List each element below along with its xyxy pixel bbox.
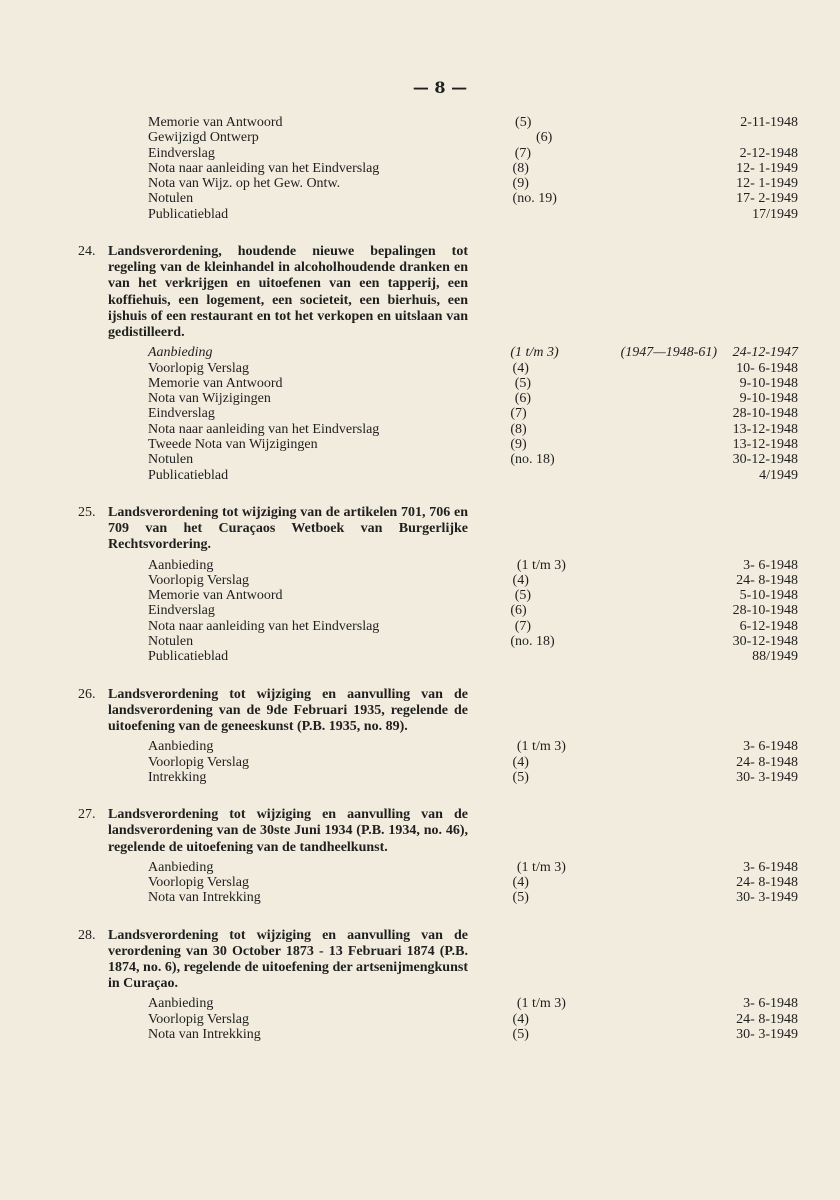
record-number: (4) (512, 572, 529, 588)
record-row (78, 770, 798, 785)
record-row (78, 649, 798, 664)
record-label: Voorlopig Verslag (148, 875, 249, 891)
record-label: Voorlopig Verslag (148, 360, 249, 376)
record-date: 24-12-1947 (732, 345, 798, 361)
page-number: — 8 — (412, 78, 468, 97)
record-number: (5) (512, 1027, 529, 1043)
entry-title: Landsverordening tot wijziging en aanvulling van de landsverordening van de 9de Februari 1935, regelende de uitoefening van de geneeskunst (P.B. 1935, no. 89). (108, 686, 468, 735)
record-date: 5-10-1948 (739, 588, 798, 604)
entry-number: 28. (78, 927, 96, 943)
record-label: Eindverslag (148, 406, 215, 422)
record-number: (7) (514, 145, 532, 161)
entry-records (78, 739, 798, 785)
record-row (78, 207, 798, 222)
record-row (78, 176, 798, 191)
entries-list (78, 244, 798, 1042)
record-number: (5) (512, 890, 529, 906)
record-number: (5) (514, 375, 532, 391)
entry-title: Landsverordening tot wijziging en aanvulling van de verordening van 30 October 1873 - 13 Februari 1874 (P.B. 1874, no. 6), regelende de uitoefening der artsenijmengkunst in Curaçao. (108, 927, 468, 992)
record-date: 4/1949 (759, 467, 798, 483)
record-number: (7) (514, 618, 532, 634)
record-label: Nota van Wijzigingen (148, 391, 271, 407)
entry-number: 26. (78, 686, 96, 702)
record-number: (no. 19) (512, 191, 557, 207)
record-label: Eindverslag (148, 145, 215, 161)
record-row (78, 161, 798, 176)
record-date: 17/1949 (752, 206, 798, 222)
record-label: Aanbieding (148, 345, 213, 361)
record-label: Tweede Nota van Wijzigingen (148, 437, 318, 453)
record-label: Nota naar aanleiding van het Eindverslag (148, 160, 380, 176)
record-date: 24- 8-1948 (736, 754, 798, 770)
record-date: 12- 1-1949 (736, 160, 798, 176)
record-label: Aanbieding (148, 739, 214, 755)
continuation-block (78, 115, 798, 222)
record-row (78, 634, 798, 649)
record-row (78, 755, 798, 770)
entry-title: Landsverordening tot wijziging van de artikelen 701, 706 en 709 van het Curaçaos Wetboek van Burgerlijke Rechtsvordering. (108, 504, 468, 553)
record-row (78, 875, 798, 890)
record-number: (4) (512, 754, 529, 770)
record-row (78, 1027, 798, 1042)
record-label: Aanbieding (148, 996, 214, 1012)
entry-heading (78, 505, 798, 554)
record-label: Nota naar aanleiding van het Eindverslag (148, 618, 380, 634)
entry-number: 27. (78, 807, 96, 823)
record-date: 30-12-1948 (732, 634, 798, 650)
record-row (78, 588, 798, 603)
record-number: (1 t/m 3) (510, 345, 559, 361)
record-label: Voorlopig Verslag (148, 754, 249, 770)
record-date: 9-10-1948 (739, 391, 798, 407)
record-label: Notulen (148, 634, 194, 650)
record-date: 12- 1-1949 (736, 176, 798, 192)
record-date: 24- 8-1948 (736, 875, 798, 891)
ordinance-entry (78, 505, 798, 665)
content (78, 115, 798, 1042)
record-row (78, 146, 798, 161)
record-row (78, 130, 798, 145)
record-row (78, 406, 798, 421)
record-label: Voorlopig Verslag (148, 1011, 249, 1027)
record-date: 2-11-1948 (740, 115, 798, 130)
record-row (78, 376, 798, 391)
entry-number: 25. (78, 504, 96, 520)
record-label: Memorie van Antwoord (148, 375, 283, 391)
record-number: (1 t/m 3) (516, 739, 566, 755)
record-date: 2-12-1948 (739, 145, 798, 161)
record-date: 30- 3-1949 (736, 769, 798, 785)
record-row (78, 1012, 798, 1027)
record-date: 28-10-1948 (732, 603, 798, 619)
ordinance-entry (78, 807, 798, 906)
entry-records (78, 345, 798, 483)
record-label: Publicatieblad (148, 206, 229, 222)
record-number: (5) (512, 769, 529, 785)
record-row (78, 573, 798, 588)
ordinance-entry (78, 687, 798, 786)
record-number: (7) (510, 406, 527, 422)
record-label: Notulen (148, 452, 194, 468)
record-date: 88/1949 (752, 649, 798, 665)
record-row (78, 422, 798, 437)
record-date: 3- 6-1948 (743, 557, 798, 573)
record-row (78, 361, 798, 376)
record-row (78, 890, 798, 905)
record-label: Nota van Intrekking (148, 890, 261, 906)
record-number: (8) (510, 421, 527, 437)
entry-records (78, 860, 798, 906)
record-date: 24- 8-1948 (736, 572, 798, 588)
record-label: Intrekking (148, 769, 207, 785)
record-date: 9-10-1948 (739, 375, 798, 391)
entry-heading (78, 244, 798, 341)
record-number: (9) (512, 176, 529, 192)
record-number: (8) (512, 160, 529, 176)
ordinance-entry (78, 244, 798, 483)
record-date: 6-12-1948 (739, 618, 798, 634)
record-number: (4) (512, 875, 529, 891)
record-number: (5) (514, 588, 532, 604)
record-date: 13-12-1948 (732, 421, 798, 437)
record-row (78, 739, 798, 754)
record-date: 3- 6-1948 (743, 859, 798, 875)
record-label: Publicatieblad (148, 649, 229, 665)
record-label: Nota van Intrekking (148, 1027, 261, 1043)
record-label: Memorie van Antwoord (148, 115, 283, 130)
record-label: Memorie van Antwoord (148, 588, 283, 604)
record-number: (1 t/m 3) (516, 557, 566, 573)
record-session: (1947—1948-61) (620, 345, 718, 361)
entry-number: 24. (78, 244, 96, 260)
record-row (78, 115, 798, 130)
record-date: 10- 6-1948 (736, 360, 798, 376)
record-number: (1 t/m 3) (516, 996, 566, 1012)
record-date: 3- 6-1948 (743, 996, 798, 1012)
entry-heading (78, 687, 798, 736)
record-label: Gewijzigd Ontwerp (148, 130, 259, 146)
entry-title: Landsverordening tot wijziging en aanvulling van de landsverordening van de 30ste Juni 1934 (P.B. 1934, no. 46), regelende de uitoefening van de tandheelkunst. (108, 807, 468, 855)
record-date: 30-12-1948 (732, 452, 798, 468)
record-row (78, 452, 798, 467)
record-row (78, 191, 798, 206)
record-label: Nota naar aanleiding van het Eindverslag (148, 421, 380, 437)
record-date: 17- 2-1949 (736, 191, 798, 207)
record-row (78, 860, 798, 875)
record-date: 30- 3-1949 (736, 890, 798, 906)
record-row (78, 603, 798, 618)
entry-heading (78, 928, 798, 993)
record-label: Voorlopig Verslag (148, 572, 249, 588)
record-label: Nota van Wijz. op het Gew. Ontw. (148, 176, 341, 192)
record-label: Aanbieding (148, 557, 214, 573)
record-row (78, 437, 798, 452)
record-label: Publicatieblad (148, 467, 229, 483)
record-row (78, 619, 798, 634)
record-number: (4) (512, 1011, 529, 1027)
record-number: (no. 18) (510, 452, 555, 468)
entry-records (78, 996, 798, 1042)
record-label: Notulen (148, 191, 194, 207)
entry-title: Landsverordening, houdende nieuwe bepalingen tot regeling van de kleinhandel in alcoholhoudende dranken en van het verkrijgen en uitoefenen van een tapperij, een koffiehuis, een logement, een societeit, een bierhuis, een ijshuis of een restaurant en tot het verkopen en uitslaan van gedistilleerd. (108, 244, 468, 341)
entry-heading (78, 807, 798, 856)
record-number: (6) (536, 130, 553, 146)
record-date: 28-10-1948 (732, 406, 798, 422)
record-row (78, 468, 798, 483)
record-row (78, 996, 798, 1011)
record-number: (9) (510, 437, 527, 453)
record-number: (5) (515, 115, 532, 130)
record-number: (6) (510, 603, 527, 619)
record-number: (no. 18) (510, 634, 555, 650)
record-row (78, 391, 798, 406)
record-row (78, 345, 798, 360)
record-date: 24- 8-1948 (736, 1011, 798, 1027)
record-label: Aanbieding (148, 859, 214, 875)
record-date: 13-12-1948 (732, 437, 798, 453)
ordinance-entry (78, 928, 798, 1043)
record-number: (4) (512, 360, 529, 376)
record-row (78, 558, 798, 573)
record-date: 3- 6-1948 (743, 739, 798, 755)
record-number: (6) (514, 391, 532, 407)
record-label: Eindverslag (148, 603, 215, 619)
record-date: 30- 3-1949 (736, 1027, 798, 1043)
record-number: (1 t/m 3) (516, 859, 566, 875)
entry-records (78, 558, 798, 665)
